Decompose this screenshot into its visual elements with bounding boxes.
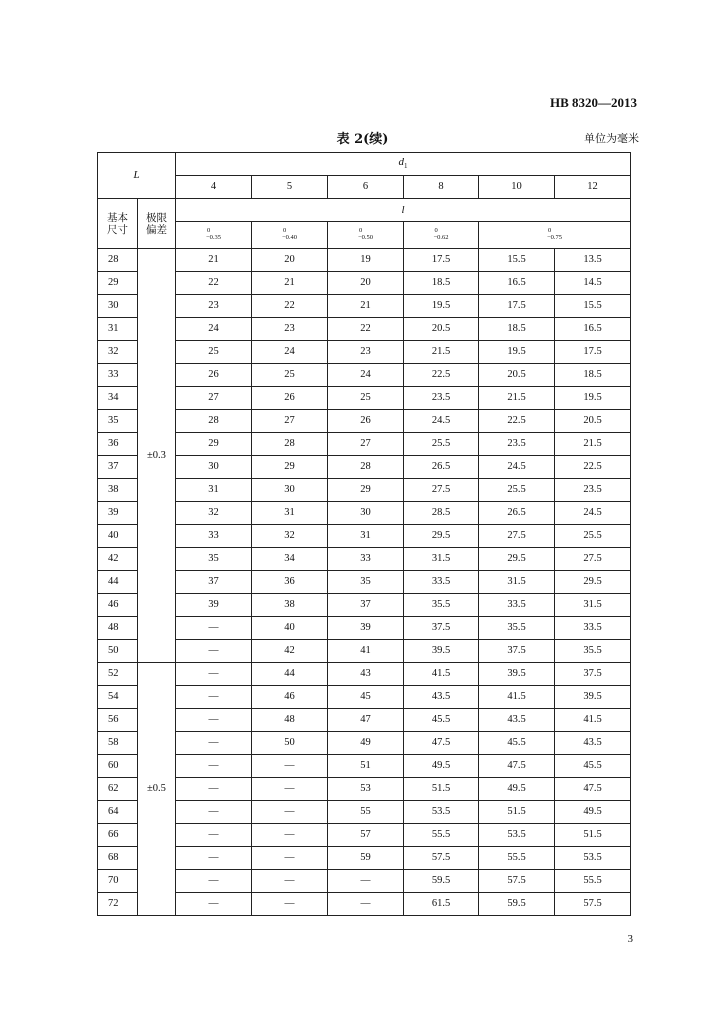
l-value-cell: 61.5: [404, 893, 479, 916]
l-value-cell: 21: [252, 272, 328, 295]
l-value-cell: 33.5: [479, 594, 555, 617]
l-value-cell: 23: [328, 341, 404, 364]
l-value-cell: 34: [252, 548, 328, 571]
l-value-cell: 20.5: [479, 364, 555, 387]
l-value-cell: 32: [252, 525, 328, 548]
l-value-cell: 22.5: [404, 364, 479, 387]
basic-size-cell: 70: [98, 870, 138, 893]
basic-size-cell: 28: [98, 249, 138, 272]
basic-size-cell: 44: [98, 571, 138, 594]
l-value-cell: 49.5: [404, 755, 479, 778]
header-d1-value: 4: [176, 176, 252, 199]
l-value-cell: 13.5: [555, 249, 631, 272]
l-value-cell: —: [252, 847, 328, 870]
tolerance-upper: 0: [434, 227, 438, 234]
l-value-cell: 22: [252, 295, 328, 318]
l-value-cell: 18.5: [479, 318, 555, 341]
table-row: [98, 893, 631, 916]
header-d1-value: 5: [252, 176, 328, 199]
basic-size-cell: 68: [98, 847, 138, 870]
basic-size-cell: 35: [98, 410, 138, 433]
l-value-cell: 29.5: [404, 525, 479, 548]
l-value-cell: 45.5: [555, 755, 631, 778]
l-value-cell: 29.5: [555, 571, 631, 594]
table-row: [98, 755, 631, 778]
l-value-cell: 24: [252, 341, 328, 364]
table-row: [98, 870, 631, 893]
l-value-cell: 48: [252, 709, 328, 732]
limit-deviation-cell: ±0.3: [138, 249, 176, 663]
l-value-cell: 51: [328, 755, 404, 778]
l-value-cell: 37: [176, 571, 252, 594]
l-value-cell: —: [176, 755, 252, 778]
dimension-table: [97, 152, 631, 916]
l-value-cell: 35: [176, 548, 252, 571]
l-value-cell: 53.5: [555, 847, 631, 870]
basic-size-cell: 37: [98, 456, 138, 479]
l-value-cell: 23: [176, 295, 252, 318]
l-value-cell: 22: [328, 318, 404, 341]
header-d1: $d_1$: [176, 153, 631, 176]
l-value-cell: 19.5: [479, 341, 555, 364]
table-row: [98, 778, 631, 801]
table-row: [98, 318, 631, 341]
l-value-cell: 23: [252, 318, 328, 341]
tolerance-lower: −0.35: [205, 234, 222, 241]
table-row: [98, 364, 631, 387]
l-value-cell: 57.5: [404, 847, 479, 870]
basic-size-cell: 39: [98, 502, 138, 525]
l-value-cell: 21.5: [555, 433, 631, 456]
table-row: [98, 847, 631, 870]
basic-size-cell: 56: [98, 709, 138, 732]
tolerance-upper: 0: [206, 227, 211, 234]
l-value-cell: 39.5: [479, 663, 555, 686]
table-row: [98, 709, 631, 732]
l-value-cell: 39: [328, 617, 404, 640]
basic-size-cell: 60: [98, 755, 138, 778]
l-value-cell: 43: [328, 663, 404, 686]
l-value-cell: 29.5: [479, 548, 555, 571]
l-value-cell: 31.5: [479, 571, 555, 594]
l-value-cell: 21.5: [479, 387, 555, 410]
l-value-cell: 31.5: [555, 594, 631, 617]
l-value-cell: 22: [176, 272, 252, 295]
basic-size-cell: 50: [98, 640, 138, 663]
table-row: [98, 502, 631, 525]
l-value-cell: 46: [252, 686, 328, 709]
l-value-cell: —: [252, 893, 328, 916]
tolerance-upper: 0: [358, 227, 363, 234]
l-value-cell: 20: [328, 272, 404, 295]
basic-size-cell: 38: [98, 479, 138, 502]
l-value-cell: 17.5: [555, 341, 631, 364]
l-value-cell: 18.5: [555, 364, 631, 387]
l-value-cell: —: [252, 801, 328, 824]
l-value-cell: 16.5: [555, 318, 631, 341]
l-value-cell: 33.5: [404, 571, 479, 594]
tolerance-upper: 0: [547, 227, 552, 234]
table-row: [98, 686, 631, 709]
tolerance-lower: −0.62: [433, 234, 449, 241]
table-row: [98, 732, 631, 755]
basic-size-cell: 30: [98, 295, 138, 318]
table-row: [98, 571, 631, 594]
basic-size-cell: 33: [98, 364, 138, 387]
l-value-cell: 19.5: [404, 295, 479, 318]
l-value-cell: 31: [328, 525, 404, 548]
l-value-cell: 23.5: [404, 387, 479, 410]
table-row: [98, 640, 631, 663]
l-value-cell: 25.5: [479, 479, 555, 502]
l-value-cell: 35.5: [479, 617, 555, 640]
basic-size-cell: 42: [98, 548, 138, 571]
l-value-cell: 26: [176, 364, 252, 387]
l-value-cell: 49.5: [479, 778, 555, 801]
l-value-cell: 25: [252, 364, 328, 387]
l-value-cell: 25.5: [404, 433, 479, 456]
basic-size-cell: 31: [98, 318, 138, 341]
limit-deviation-cell: ±0.5: [138, 663, 176, 916]
table-row: [98, 663, 631, 686]
l-value-cell: 38: [252, 594, 328, 617]
l-value-cell: 45.5: [479, 732, 555, 755]
l-value-cell: 49.5: [555, 801, 631, 824]
l-value-cell: —: [176, 893, 252, 916]
basic-size-cell: 66: [98, 824, 138, 847]
l-value-cell: 47: [328, 709, 404, 732]
l-value-cell: 30: [252, 479, 328, 502]
l-value-cell: 27: [252, 410, 328, 433]
l-value-cell: 47.5: [479, 755, 555, 778]
l-value-cell: 21: [176, 249, 252, 272]
table-row: [98, 594, 631, 617]
l-value-cell: —: [176, 686, 252, 709]
l-value-cell: 25: [328, 387, 404, 410]
l-value-cell: 41.5: [479, 686, 555, 709]
l-value-cell: 18.5: [404, 272, 479, 295]
l-value-cell: 39.5: [555, 686, 631, 709]
l-value-cell: 25: [176, 341, 252, 364]
l-value-cell: 35.5: [555, 640, 631, 663]
l-value-cell: —: [176, 824, 252, 847]
l-value-cell: 45: [328, 686, 404, 709]
l-value-cell: 24.5: [404, 410, 479, 433]
l-value-cell: —: [176, 778, 252, 801]
l-value-cell: 59.5: [479, 893, 555, 916]
table-row: [98, 824, 631, 847]
l-value-cell: 14.5: [555, 272, 631, 295]
l-value-cell: 27: [176, 387, 252, 410]
l-value-cell: 19: [328, 249, 404, 272]
table-row: [98, 387, 631, 410]
l-value-cell: —: [252, 778, 328, 801]
l-value-cell: 16.5: [479, 272, 555, 295]
table-row: [98, 548, 631, 571]
l-value-cell: 39: [176, 594, 252, 617]
header-L: L: [98, 153, 176, 199]
tolerance-lower: −0.50: [357, 234, 374, 241]
l-value-cell: 15.5: [479, 249, 555, 272]
l-value-cell: 42: [252, 640, 328, 663]
l-value-cell: 21.5: [404, 341, 479, 364]
l-value-cell: 26.5: [404, 456, 479, 479]
l-value-cell: 47.5: [555, 778, 631, 801]
unit-label: 单位为毫米: [584, 132, 639, 145]
l-value-cell: 20.5: [555, 410, 631, 433]
l-value-cell: —: [328, 893, 404, 916]
l-value-cell: 55.5: [479, 847, 555, 870]
l-value-cell: 22.5: [479, 410, 555, 433]
l-value-cell: 26: [252, 387, 328, 410]
l-value-cell: 19.5: [555, 387, 631, 410]
l-value-cell: 27: [328, 433, 404, 456]
table-row: [98, 479, 631, 502]
header-d1-value: 8: [404, 176, 479, 199]
l-value-cell: 49: [328, 732, 404, 755]
basic-size-cell: 52: [98, 663, 138, 686]
l-value-cell: —: [252, 755, 328, 778]
l-value-cell: 51.5: [404, 778, 479, 801]
l-value-cell: 51.5: [479, 801, 555, 824]
l-value-cell: 27.5: [555, 548, 631, 571]
table-row: [98, 410, 631, 433]
l-value-cell: 30: [328, 502, 404, 525]
page-number: 3: [627, 933, 633, 945]
table-row: [98, 525, 631, 548]
l-tolerance: [404, 222, 479, 249]
l-value-cell: —: [176, 870, 252, 893]
l-value-cell: 26: [328, 410, 404, 433]
l-value-cell: 51.5: [555, 824, 631, 847]
l-value-cell: 50: [252, 732, 328, 755]
l-value-cell: 17.5: [479, 295, 555, 318]
l-value-cell: 20: [252, 249, 328, 272]
l-value-cell: 29: [252, 456, 328, 479]
header-d1-value: 12: [555, 176, 631, 199]
l-value-cell: 24.5: [555, 502, 631, 525]
table-row: [98, 341, 631, 364]
l-value-cell: 22.5: [555, 456, 631, 479]
l-value-cell: 55: [328, 801, 404, 824]
table-row: [98, 295, 631, 318]
l-value-cell: 15.5: [555, 295, 631, 318]
standard-code: HB 8320—2013: [549, 95, 637, 110]
l-value-cell: 36: [252, 571, 328, 594]
l-value-cell: 43.5: [404, 686, 479, 709]
l-value-cell: 30: [176, 456, 252, 479]
l-value-cell: 33.5: [555, 617, 631, 640]
basic-size-cell: 46: [98, 594, 138, 617]
l-value-cell: —: [176, 709, 252, 732]
header-l: l: [176, 199, 631, 222]
l-value-cell: 31.5: [404, 548, 479, 571]
l-value-cell: 29: [328, 479, 404, 502]
basic-size-cell: 58: [98, 732, 138, 755]
l-value-cell: —: [328, 870, 404, 893]
l-value-cell: 33: [328, 548, 404, 571]
l-tolerance: [252, 222, 328, 249]
basic-size-cell: 34: [98, 387, 138, 410]
l-value-cell: 53.5: [404, 801, 479, 824]
l-value-cell: 24: [328, 364, 404, 387]
l-value-cell: 28: [252, 433, 328, 456]
l-value-cell: 53.5: [479, 824, 555, 847]
l-value-cell: 59: [328, 847, 404, 870]
l-value-cell: 27.5: [479, 525, 555, 548]
l-tolerance: [328, 222, 404, 249]
l-value-cell: 32: [176, 502, 252, 525]
header-d1-value: 6: [328, 176, 404, 199]
l-value-cell: 21: [328, 295, 404, 318]
table-title: 表 2(续): [336, 132, 389, 147]
l-value-cell: 57.5: [479, 870, 555, 893]
l-value-cell: —: [176, 847, 252, 870]
l-value-cell: 57: [328, 824, 404, 847]
l-value-cell: 55.5: [555, 870, 631, 893]
l-value-cell: —: [252, 824, 328, 847]
l-value-cell: 41.5: [404, 663, 479, 686]
basic-size-cell: 64: [98, 801, 138, 824]
basic-size-cell: 54: [98, 686, 138, 709]
l-value-cell: 39.5: [404, 640, 479, 663]
l-value-cell: 28: [176, 410, 252, 433]
basic-size-cell: 48: [98, 617, 138, 640]
l-value-cell: 35.5: [404, 594, 479, 617]
l-value-cell: 43.5: [555, 732, 631, 755]
l-value-cell: 40: [252, 617, 328, 640]
header-limit-deviation: 极限 偏差: [138, 199, 176, 249]
table-row: [98, 249, 631, 272]
table-row: [98, 617, 631, 640]
tolerance-lower: −0.75: [546, 234, 563, 241]
l-tolerance: [176, 222, 252, 249]
l-value-cell: —: [176, 801, 252, 824]
basic-size-cell: 62: [98, 778, 138, 801]
l-value-cell: 37.5: [555, 663, 631, 686]
l-value-cell: 43.5: [479, 709, 555, 732]
l-value-cell: 31: [176, 479, 252, 502]
l-value-cell: —: [176, 732, 252, 755]
l-value-cell: 53: [328, 778, 404, 801]
l-value-cell: 45.5: [404, 709, 479, 732]
l-value-cell: 28.5: [404, 502, 479, 525]
l-value-cell: 17.5: [404, 249, 479, 272]
l-value-cell: 57.5: [555, 893, 631, 916]
basic-size-cell: 72: [98, 893, 138, 916]
l-value-cell: 23.5: [555, 479, 631, 502]
l-value-cell: 37: [328, 594, 404, 617]
l-value-cell: 20.5: [404, 318, 479, 341]
l-value-cell: —: [176, 663, 252, 686]
l-value-cell: 25.5: [555, 525, 631, 548]
l-value-cell: 41: [328, 640, 404, 663]
l-value-cell: 31: [252, 502, 328, 525]
header-d1-value: 10: [479, 176, 555, 199]
l-value-cell: 27.5: [404, 479, 479, 502]
basic-size-cell: 40: [98, 525, 138, 548]
l-value-cell: 26.5: [479, 502, 555, 525]
l-value-cell: 41.5: [555, 709, 631, 732]
basic-size-cell: 32: [98, 341, 138, 364]
l-value-cell: 37.5: [404, 617, 479, 640]
l-tolerance: [479, 222, 631, 249]
l-value-cell: 33: [176, 525, 252, 548]
basic-size-cell: 36: [98, 433, 138, 456]
l-value-cell: 24.5: [479, 456, 555, 479]
table-row: [98, 801, 631, 824]
l-value-cell: —: [252, 870, 328, 893]
l-value-cell: 44: [252, 663, 328, 686]
table-row: [98, 272, 631, 295]
l-value-cell: 28: [328, 456, 404, 479]
l-value-cell: 29: [176, 433, 252, 456]
l-value-cell: 47.5: [404, 732, 479, 755]
l-value-cell: 59.5: [404, 870, 479, 893]
l-value-cell: 24: [176, 318, 252, 341]
l-value-cell: 55.5: [404, 824, 479, 847]
l-value-cell: 23.5: [479, 433, 555, 456]
l-value-cell: —: [176, 640, 252, 663]
basic-size-cell: 29: [98, 272, 138, 295]
tolerance-lower: −0.40: [281, 234, 298, 241]
header-basic-size: 基本 尺寸: [98, 199, 138, 249]
l-value-cell: —: [176, 617, 252, 640]
tolerance-upper: 0: [282, 227, 287, 234]
l-value-cell: 37.5: [479, 640, 555, 663]
l-value-cell: 35: [328, 571, 404, 594]
table-row: [98, 433, 631, 456]
table-row: [98, 456, 631, 479]
